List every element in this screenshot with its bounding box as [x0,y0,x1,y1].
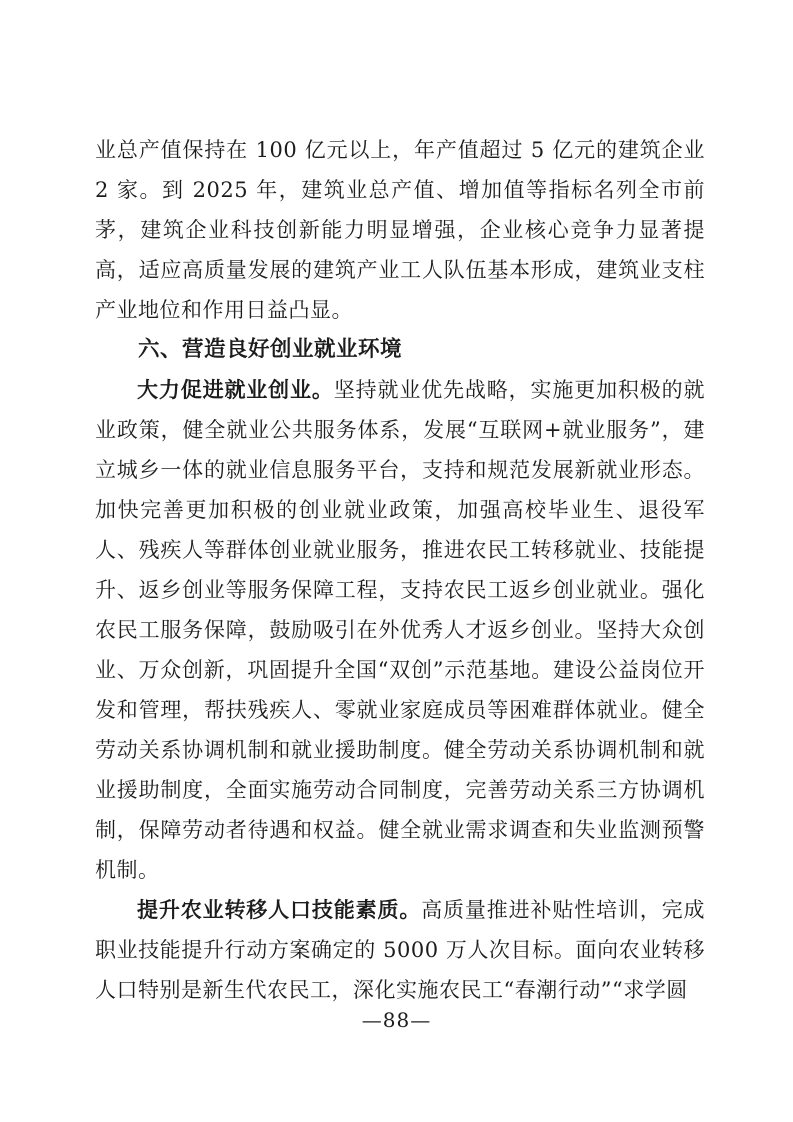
paragraph-lead: 大力促进就业创业。 [137,377,334,402]
paragraph-text: 高质量推进补贴性培训，完成职业技能提升行动方案确定的 5000 万人次目标。面向农业转移人口特别是新生代农民工，深化实施农民工“春潮行动”“求学圆 [95,898,706,1002]
section-heading: 六、营造良好创业就业环境 [138,337,403,362]
paragraph [95,890,705,1010]
paragraph [95,130,705,330]
page-number: —88— [361,1008,432,1032]
paragraph-lead: 提升农业转移人口技能素质。 [137,897,422,922]
paragraph-text: 坚持就业优先战略，实施更加积极的就业政策，健全就业公共服务体系，发展“互联网+就业服务”，建立城乡一体的就业信息服务平台，支持和规范发展新就业形态。加快完善更加积极的创业就业政策，加强高校毕业生、退役军人、残疾人等群体创业就业服务，推进农民工转移就业、技能提升、返乡创业等服务保障工程，支持农民工返乡创业就业。强化农民工服务保障，鼓励吸引在外优秀人才返乡创业。坚持大众创业、万众创新，巩固提升全国“双创”示范基地。建设公益岗位开发和管理，帮扶残疾人、零就业家庭成员等困难群体就业。健全劳动关系协调机制和就业援助制度。健全劳动关系协调机制和就业援助制度，全面实施劳动合同制度，完善劳动关系三方协调机制，保障劳动者待遇和权益。健全就业需求调查和失业监测预警机制。 [95,378,706,882]
paragraph [95,370,705,890]
paragraph-text: 业总产值保持在 100 亿元以上，年产值超过 5 亿元的建筑企业 2 家。到 2025 年，建筑业总产值、增加值等指标名列全市前茅，建筑企业科技创新能力明显增强，企业核心竞争力显著提高，适应高质量发展的建筑产业工人队伍基本形成，建筑业支柱产业地位和作用日益凸显。 [95,138,705,322]
document-body [95,130,705,1010]
